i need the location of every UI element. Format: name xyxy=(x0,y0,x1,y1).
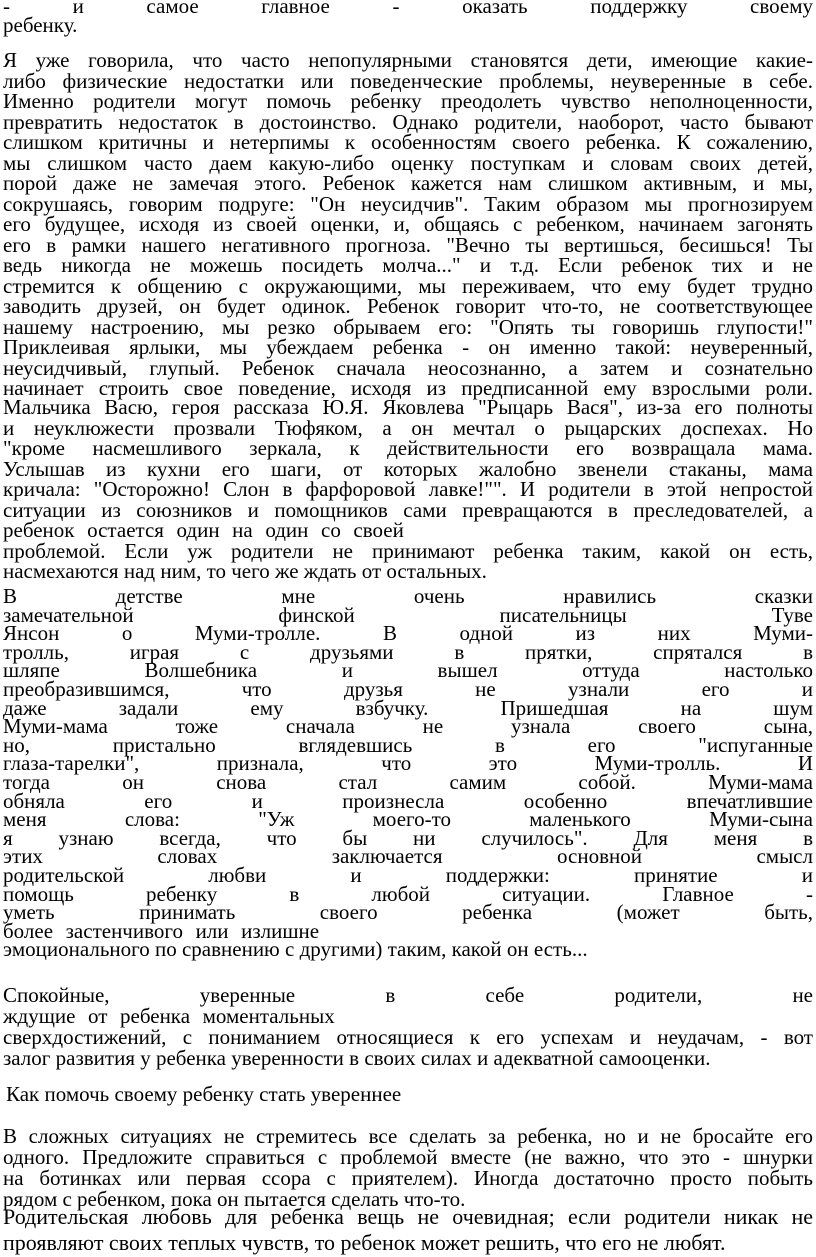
text-line: сверхдостижений, с пониманием относящиеся к его успехам и неудачам, - вот xyxy=(3,1025,813,1049)
text-line: слишком критичны и нетерпимы к особенностям своего ребенка. К сожалению, xyxy=(3,130,813,154)
text-line: его будущее, исходя из своей оценки, и, общаясь с ребенком, начинаем загонять xyxy=(3,212,813,236)
text-line: даже задали ему взбучку. Пришедшая на шум xyxy=(3,695,813,720)
text-line: мы слишком часто даем какую-либо оценку поступкам и словам своих детей, xyxy=(3,150,813,175)
text-line: ведь никогда не можешь посидеть молча..." и т.д. Если ребенок тих и не xyxy=(3,253,813,277)
text-line: помощь ребенку в любой ситуации. Главное - xyxy=(3,881,813,906)
text-line: ребенку. xyxy=(3,13,78,37)
text-line: меня слова: "Уж моего-то маленького Муми-сына xyxy=(3,807,813,832)
text-line: ждущие от ребенка моментальных xyxy=(3,1004,335,1028)
text-line: на ботинках или первая ссора с приятелем). Иногда достаточно просто побыть xyxy=(3,1166,813,1190)
text-line: кричала: "Осторожно! Слон в фарфоровой лавке!"". И родители в этой непростой xyxy=(3,477,813,501)
text-line: замечательной финской писательницы Туве xyxy=(3,602,813,627)
text-line: и неуклюжести прозвали Тюфяком, а он мечтал о рыцарских доспехах. Но xyxy=(3,415,813,440)
text-line: родительской любви и поддержки: принятие и xyxy=(3,863,813,887)
text-line: В детстве мне очень нравились сказки xyxy=(3,584,813,608)
text-line: Янсон о Муми-тролле. В одной из них Муми- xyxy=(3,621,813,646)
text-line: стремится к общению с окружающими, мы переживаем, что ему будет трудно xyxy=(3,273,813,298)
text-line: Мальчика Васю, героя рассказа Ю.Я. Яковлева "Рыцарь Вася", из-за его полноты xyxy=(3,395,813,419)
text-line: этих словах заключается основной смысл xyxy=(3,844,813,869)
text-line: проявляют своих теплых чувств, то ребенок может решить, что его не любят. xyxy=(3,1230,726,1255)
text-line: проблемой. Если уж родители не принимают ребенка таким, какой он есть, xyxy=(3,538,813,563)
text-line: Именно родители могут помочь ребенку преодолеть чувство неполноценности, xyxy=(3,89,813,113)
text-line: "кроме насмешливого зеркала, к действительности его возвращала мама. xyxy=(3,436,813,460)
text-line: заводить друзей, он будет одинок. Ребенок говорит что-то, не соответствующее xyxy=(3,294,813,318)
text-line: уметь принимать своего ребенка (может быть, xyxy=(3,900,813,925)
text-line: но, пристально вглядевшись в его "испуганные xyxy=(3,732,813,757)
text-line: тогда он снова стал самим собой. Муми-мама xyxy=(3,770,813,794)
text-line: Приклеивая ярлыки, мы убеждаем ребенка - он именно такой: неуверенный, xyxy=(3,335,813,359)
text-line: Муми-мама тоже сначала не узнала своего сына, xyxy=(3,714,813,739)
text-line: я узнаю всегда, что бы ни случилось". Для меня в xyxy=(3,825,813,850)
text-line: Спокойные, уверенные в себе родители, не xyxy=(3,983,813,1007)
text-line: одного. Предложите справиться с проблемой вместе (не важно, что это - шнурки xyxy=(3,1145,813,1169)
text-line: начинает строить свое поведение, исходя из предписанной ему взрослыми роли. xyxy=(3,376,813,400)
text-line: либо физические недостатки или поведенческие проблемы, неуверенные в себе. xyxy=(3,68,813,93)
text-line: эмоционального по сравнению с другими) таким, какой он есть... xyxy=(3,937,588,962)
text-line: его в рамки нашего негативного прогноза. "Вечно ты вертишься, бесишься! Ты xyxy=(3,232,813,257)
text-line: порой даже не замечая этого. Ребенок кажется нам слишком активным, и мы, xyxy=(3,171,813,195)
text-line: рядом с ребенком, пока он пытается сделать что-то. xyxy=(3,1187,466,1211)
text-line: - и самое главное - оказать поддержку своему xyxy=(3,0,813,18)
text-line: Услышав из кухни его шаги, от которых жалобно звенели стаканы, мама xyxy=(3,456,813,481)
text-line: нашему настроению, мы резко обрываем его: "Опять ты говоришь глупости!" xyxy=(3,314,813,339)
text-line: ребенок остается один на один со своей xyxy=(3,518,404,542)
section-heading: Как помочь своему ребенку стать увереннее xyxy=(6,1082,402,1106)
text-line: тролль, играя с друзьями в прятки, спрятался в xyxy=(3,639,813,664)
text-line: превратить недостаток в достоинство. Однако родители, наоборот, часто бывают xyxy=(3,109,813,134)
text-line: сокрушаясь, говорим подруге: "Он неусидчив". Таким образом мы прогнозируем xyxy=(3,191,813,216)
text-line: глаза-тарелки", признала, что это Муми-тролль. И xyxy=(3,751,813,776)
text-line: Я уже говорила, что часто непопулярными становятся дети, имеющие какие- xyxy=(3,48,813,72)
text-line: обняла его и произнесла особенно впечатлившие xyxy=(3,788,813,813)
text-line: залог развития у ребенка уверенности в своих силах и адекватной самооценки. xyxy=(3,1046,711,1070)
text-line: В сложных ситуациях не стремитесь все сделать за ребенка, но и не бросайте его xyxy=(3,1124,813,1148)
text-line: более застенчивого или излишне xyxy=(3,918,320,943)
text-line: ситуации из союзников и помощников сами превращаются в преследователей, а xyxy=(3,497,813,522)
text-line: преобразившимся, что друзья не узнали его и xyxy=(3,677,813,701)
text-line: насмехаются над ним, то чего же ждать от остальных. xyxy=(3,559,487,583)
text-line: Родительская любовь для ребенка вещь не очевидная; если родители никак не xyxy=(3,1204,813,1229)
text-line: неусидчивый, глупый. Ребенок сначала неосознанно, а затем и сознательно xyxy=(3,355,813,380)
text-line: шляпе Волшебника и вышел оттуда настолько xyxy=(3,658,813,683)
